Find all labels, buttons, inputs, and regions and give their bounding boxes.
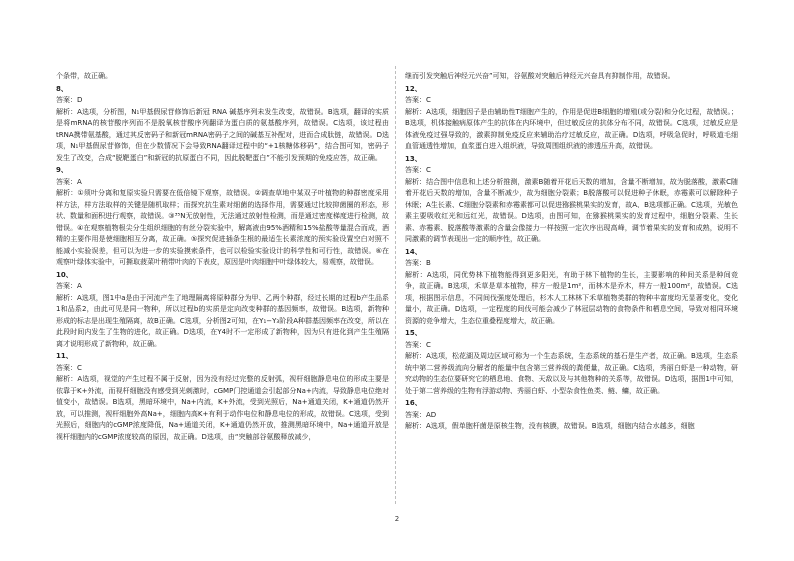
explanation-text: 解析：结合图中信息和上述分析推测，激素B随着开花后天数的增加，含量不断增加，故为脱落酸，激素C随着开花后天数的增加，含量不断减少，故为细胞分裂素；B脱落酸可以促进种子休眠，赤霉素可以解除种子休眠；A生长素、C细胞分裂素和赤霉素都可以促进猕猴桃果实的发育，故A、B选项都正确。C选项，光敏色素主要吸收红光和远红光，故错误。D选项，由图可知，在猕猴桃果实的发育过程中，细胞分裂素、生长素、赤霉素、脱落酸等激素的含量会像接力一样按照一定次序出现高峰，调节着果实的发育和成熟，说明不同激素的调节表现出一定的顺序性，故正确。 (405, 177, 738, 243)
question-block (405, 154, 738, 246)
question-number: 14、 (405, 247, 422, 256)
question-number: 8、 (56, 84, 68, 93)
question-block (405, 71, 738, 83)
question-block (405, 328, 738, 397)
page-number: 2 (394, 515, 400, 523)
answer-line: 答案：AD (405, 410, 437, 419)
question-block (56, 351, 389, 443)
explanation-text: 解析：A选项，同优势林下植物能得到更多阳光，有助于林下植物的生长，主要影响的种间关系是种间竞争，故正确。B选项，禾草是草本植物，样方一般是1m²，而林木是乔木，样方一般100m²，故错误。C选项，根据图示信息，不同间伐强度处理后，杉木人工林林下禾草植物类群的物种丰富度均无显著变化，变化量小，故正确。D选项，一定程度的间伐可能会减少了林冠层动物的食物条件和栖息空间，导致对相同环境资源的竞争增大，生态位重叠程度增大，故正确。 (405, 270, 738, 325)
explanation-text: 继而引发突触后神经元兴奋”可知，谷氨酸对突触后神经元兴奋具有抑制作用，故错误。 (405, 72, 675, 80)
question-number: 11、 (56, 352, 73, 360)
answer-line: 答案：A (56, 282, 82, 290)
answer-line: 答案：D (56, 96, 83, 104)
question-number: 15、 (405, 329, 422, 337)
question-number: 12、 (405, 84, 422, 93)
explanation-text: 解析：A选项，细胞因子是由辅助性T细胞产生的，作用是促进B细胞的增殖(或分裂)和分化过程，故错误。；B选项，机体接触病原体产生的抗体在内环境中，但过敏反应的抗体分布不同，故错误。C选项，过敏反应是体液免疫过强导致的，激素抑制免疫反应来辅助治疗过敏反应，故正确。D选项，呼吸急促时，呼吸道毛细血管通透性增加，血浆蛋白进入组织液，导致周围组织液的渗透压升高，故错误。 (405, 107, 738, 150)
explanation-text: 解析：A选项，松花湖及周边区域可称为一个生态系统，生态系统的基石是生产者，故正确。B选项，生态系统中第二营养级流向分解者的能量中包含第三营养级的粪便量，故正确。C选项，秀丽白虾是一种动物，研究动物的生态位要研究它的栖息地、食物、天敌以及与其他物种的关系等，故错误。D选项，据图1中可知，处于第二营养级的生物有浮游动物、秀丽白虾、小型杂食性鱼类、鲢、鳙，故正确。 (405, 352, 738, 395)
question-block (405, 84, 738, 153)
explanation-text: 解析：A选项，图1中a是由于河流产生了地理隔离将原种群分为甲、乙两个种群，经过长期的过程b产生品系1和品系2，由此可见是同一物种，所以过程b的实质是定向改变种群的基因频率，故错误。B选项，新物种形成的标志是出现生殖隔离，故B正确。C选项，分析图2可知，在Y₁−Y₃阶段A种群基因频率在改变，所以在此段时间内发生了生物的进化，故正确。D选项，在Y4时不一定形成了新物种，因为只有进化到产生生殖隔离才说明形成了新物种，故正确。 (56, 293, 389, 348)
question-block (405, 398, 738, 433)
explanation-text: 解析：①须叶分离和复原实验只需要在低倍镜下观察，故错误。②调查草地中某双子叶植物的种群密度采用样方法，样方法取样的关键是随机取样；而探究抗生素对细菌的选择作用，需要通过比较抑菌圈的形态，形状、数量和面积进行观察，故错误。③³⁵N无放射性，无法通过放射性检测，而是通过密度梯度进行检测，故错误。④在观察植物根尖分生组织细胞的有丝分裂实验中，解离液由95%酒精和15%盐酸等量混合而成，酒精的主要作用是使细胞相互分离，故正确。⑤探究促进插条生根的最适生长素浓度的预实验设置空白对照不能减小实验误差，但可以为进一步的实验摸索条件，也可以检验实验设计的科学性和可行性，故错误。⑥在观察叶绿体实验中，可撕取菠菜叶稍带叶肉的下表皮，原因是叶肉细胞中叶绿体较大，易观察，故错误。 (56, 189, 389, 266)
explanation-text: 解析：A选项，视觉的产生过程不属于反射，因为没有经过完整的反射弧，视杆细胞静息电位的形成主要是依靠于K+外流，而视杆细胞没有感受到光刺激时，cGMP门控通道会引起部分Na+内流，导致静息电位绝对值变小，故错误。B选项，黑暗环境中，Na+内流，K+外流，受到光照后，Na+通道关闭，K+通道仍然开放，可以推测，视杆细胞外高Na+，细胞内高K+有利于动作电位和静息电位的形成，故错误。C选项，受到光照后，细胞内的cGMP浓度降低，Na+通道关闭，K+通道仍然开放，推测黑暗环境中，Na+通道开放是视杆细胞内的cGMP浓度较高的原因，故正确。D选项，由“突触部谷氨酸释放减少， (56, 375, 389, 441)
answer-line: 答案：B (405, 259, 431, 267)
question-number: 16、 (405, 399, 422, 407)
explanation-text: 解析：A选项，假单胞杆菌是原核生物，没有核膜，故错误。B选项，细胞内结合水越多，细胞 (405, 422, 695, 430)
question-block (405, 247, 738, 328)
question-number: 9、 (56, 166, 68, 174)
question-number: 13、 (405, 154, 422, 163)
question-number: 10、 (56, 270, 73, 279)
answer-line: 答案：A (56, 177, 82, 186)
question-block (56, 270, 389, 351)
answer-line: 答案：C (405, 166, 431, 174)
column-divider (395, 66, 396, 504)
answer-line: 答案：C (56, 363, 82, 372)
answer-line: 答案：C (405, 96, 431, 104)
explanation-text: 个条带，故正确。 (56, 72, 112, 80)
answer-line: 答案：C (405, 340, 431, 349)
right-column (405, 71, 738, 434)
left-column (56, 71, 389, 444)
question-block (56, 84, 389, 165)
question-block (56, 71, 389, 83)
question-block (56, 165, 389, 269)
explanation-text: 解析：A选项，分析图，N₁甲基假尿苷修饰后新冠 RNA 碱基序列未发生改变，故错误。B选项，翻译的实质是将mRNA的核苷酸序列而不是脱氧核苷酸序列翻译为蛋白质的氨基酸序列，故错误。C选项，该过程由tRNA携带氨基酸，通过其反密码子和新冠mRNA密码子之间的碱基互补配对，进而合成肽链，故错误。D选项，N₁甲基假尿苷修饰，但在少数情况下会导致RNA翻译过程中的“+1核糖体移码”，结合图可知，密码子发生了改变，合成“脱靶蛋白”和新冠的抗原蛋白不同，因此脱靶蛋白”不能引发预期的免疫应答，故正确。 (56, 107, 389, 162)
